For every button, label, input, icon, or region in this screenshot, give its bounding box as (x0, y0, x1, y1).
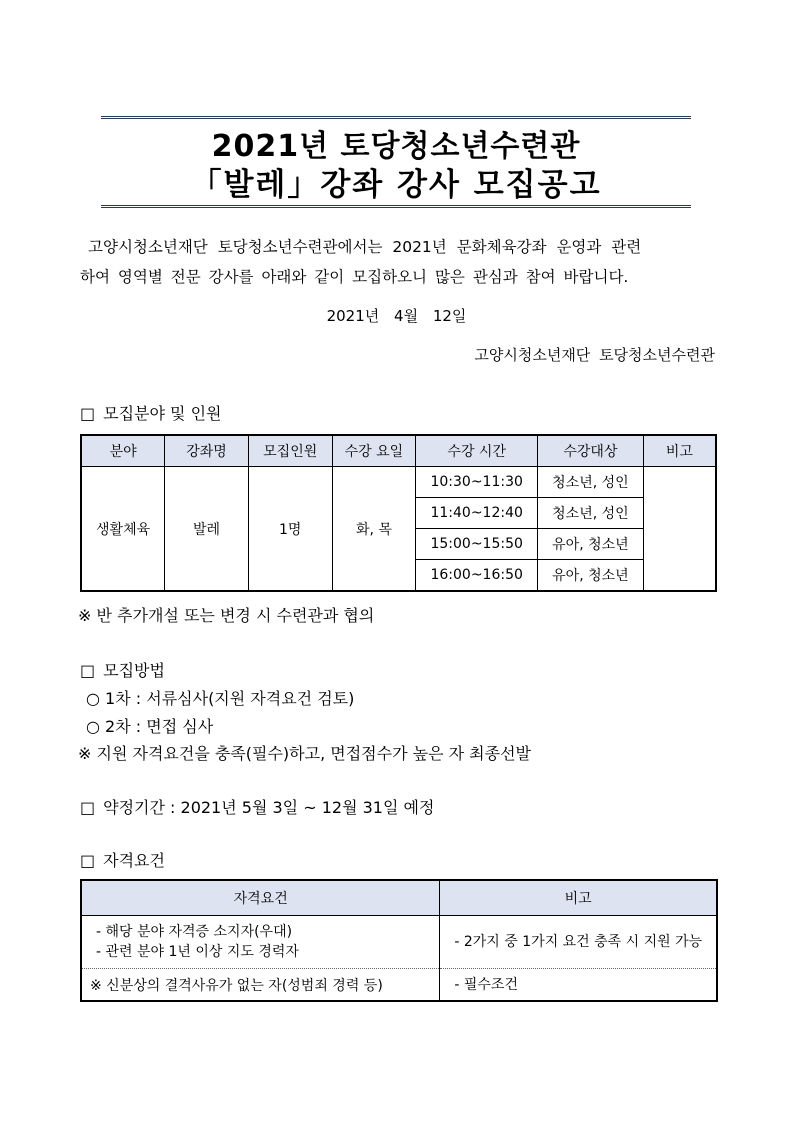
checkbox-square-icon: □ (80, 798, 96, 817)
recruitment-table (80, 434, 717, 592)
requirement-2: - 관련 분야 1년 이상 지도 경력자 (96, 944, 299, 960)
announcement-date: 2021년 4월 12일 (326, 307, 467, 325)
section-qualifications (80, 848, 165, 871)
section-recruitment-field (80, 401, 222, 424)
title-line-2: 「발레」강좌 강사 모집공고 (190, 167, 602, 203)
section-recruitment-method (80, 658, 165, 681)
table-row (81, 467, 716, 498)
title-banner (101, 116, 691, 208)
cell-time: 16:00~16:50 (416, 560, 538, 592)
cell-course: 발레 (165, 467, 249, 592)
requirement-note: - 필수조건 (454, 976, 518, 993)
requirement-1: - 해당 분야 자격증 소지자(우대) (96, 924, 293, 940)
header-course: 강좌명 (165, 435, 249, 467)
section-contract-period (80, 795, 434, 818)
checkbox-square-icon: □ (80, 404, 96, 423)
header-requirements: 자격요건 (81, 880, 440, 916)
cell-requirements (81, 969, 440, 1002)
section-heading: 모집분야 및 인원 (103, 404, 222, 423)
intro-line-1: 고양시청소년재단 토당청소년수련관에서는 2021년 문화체육강좌 운영과 관련 (88, 238, 642, 256)
cell-days: 화, 목 (332, 467, 416, 592)
header-note: 비고 (440, 880, 717, 916)
header-field: 분야 (81, 435, 165, 467)
section1-footnote: ※ 반 추가개설 또는 변경 시 수련관과 협의 (78, 606, 375, 625)
cell-time: 11:40~12:40 (416, 498, 538, 529)
table-header-row (81, 435, 716, 467)
cell-target: 청소년, 성인 (538, 498, 644, 529)
method-note: ※ 지원 자격요건을 충족(필수)하고, 면접점수가 높은 자 최종선발 (78, 744, 531, 763)
intro-paragraph (80, 232, 720, 292)
table-row (81, 916, 717, 969)
table-row (81, 969, 717, 1002)
organization-name: 고양시청소년재단 토당청소년수련관 (474, 346, 715, 364)
section-heading: 자격요건 (103, 851, 165, 870)
cell-field: 생활체육 (81, 467, 165, 592)
cell-count: 1명 (248, 467, 332, 592)
checkbox-square-icon: □ (80, 851, 96, 870)
header-time: 수강 시간 (416, 435, 538, 467)
table-header-row (81, 880, 717, 916)
method-step-1: ○ 1차 : 서류심사(지원 자격요건 검토) (86, 689, 355, 708)
cell-note (643, 467, 716, 592)
cell-time: 15:00~15:50 (416, 529, 538, 560)
intro-line-2: 하여 영역별 전문 강사를 아래와 같이 모집하오니 많은 관심과 참여 바랍니다. (80, 268, 629, 286)
cell-note (440, 969, 717, 1002)
requirement-3: ※ 신분상의 결격사유가 없는 자(성범죄 경력 등) (90, 977, 383, 994)
cell-target: 유아, 청소년 (538, 529, 644, 560)
header-count: 모집인원 (248, 435, 332, 467)
cell-note (440, 916, 717, 969)
cell-target: 청소년, 성인 (538, 467, 644, 498)
header-note: 비고 (643, 435, 716, 467)
qualification-table (80, 879, 718, 1002)
header-target: 수강대상 (538, 435, 644, 467)
requirement-note: - 2가지 중 1가지 요건 충족 시 지원 가능 (454, 934, 703, 950)
section-heading: 모집방법 (103, 661, 165, 680)
title-line-1: 2021년 토당청소년수련관 (211, 129, 581, 164)
header-days: 수강 요일 (332, 435, 416, 467)
checkbox-square-icon: □ (80, 661, 96, 680)
cell-target: 유아, 청소년 (538, 560, 644, 592)
section-heading: 약정기간 : 2021년 5월 3일 ~ 12월 31일 예정 (103, 798, 435, 817)
method-step-2: ○ 2차 : 면접 심사 (86, 717, 214, 736)
cell-requirements (81, 916, 440, 969)
cell-time: 10:30~11:30 (416, 467, 538, 498)
